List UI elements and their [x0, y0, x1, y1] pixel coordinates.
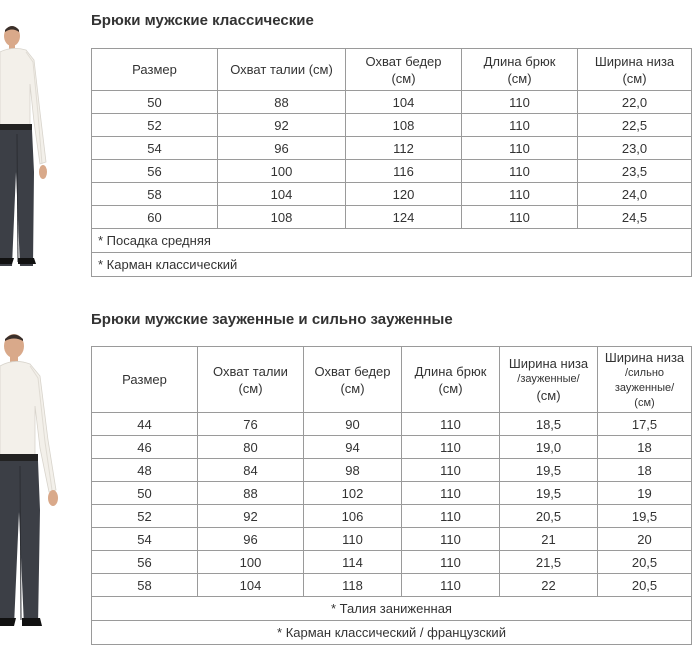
cell-waist: 76: [198, 413, 304, 436]
table-note-row: [92, 253, 692, 277]
cell-hips: 104: [346, 91, 462, 114]
cell-length: 110: [402, 413, 500, 436]
table-note-row: [92, 597, 692, 621]
cell-waist: 108: [218, 206, 346, 229]
cell-length: 110: [462, 114, 578, 137]
header-length-line2: (см): [438, 380, 463, 396]
header-length-line2: (см): [507, 70, 532, 86]
header-size: Размер: [92, 49, 218, 91]
table-row: [92, 459, 692, 482]
cell-size: 54: [92, 137, 218, 160]
cell-bottom-slim: 20,5: [500, 505, 598, 528]
table-row: [92, 551, 692, 574]
cell-length: 110: [402, 574, 500, 597]
cell-bottom-slim: 19,5: [500, 459, 598, 482]
cell-size: 58: [92, 183, 218, 206]
cell-size: 52: [92, 114, 218, 137]
note-pocket: * Карман классический / французский: [92, 621, 692, 645]
cell-length: 110: [462, 160, 578, 183]
table-row: [92, 206, 692, 229]
cell-bottom-very-slim: 20: [598, 528, 692, 551]
table-note-row: [92, 229, 692, 253]
cell-length: 110: [402, 505, 500, 528]
header-length-line1: Длина брюк: [414, 363, 487, 379]
cell-length: 110: [402, 528, 500, 551]
cell-bottom-width: 24,5: [578, 206, 692, 229]
cell-size: 58: [92, 574, 198, 597]
table-title-classic: Брюки мужские классические: [91, 12, 314, 29]
model-photo-classic: [0, 22, 56, 262]
header-hips: [304, 347, 402, 413]
cell-length: 110: [402, 551, 500, 574]
cell-size: 56: [92, 551, 198, 574]
cell-waist: 104: [218, 183, 346, 206]
cell-waist: 80: [198, 436, 304, 459]
cell-hips: 106: [304, 505, 402, 528]
cell-length: 110: [402, 482, 500, 505]
cell-hips: 94: [304, 436, 402, 459]
cell-bottom-slim: 18,5: [500, 413, 598, 436]
cell-bottom-slim: 21: [500, 528, 598, 551]
header-bottom-slim-line2: /зауженные/: [517, 373, 580, 385]
cell-size: 60: [92, 206, 218, 229]
cell-size: 56: [92, 160, 218, 183]
cell-bottom-very-slim: 17,5: [598, 413, 692, 436]
cell-length: 110: [462, 91, 578, 114]
table-header-row: [92, 347, 692, 413]
cell-hips: 98: [304, 459, 402, 482]
cell-length: 110: [462, 137, 578, 160]
table-row: [92, 91, 692, 114]
cell-hips: 120: [346, 183, 462, 206]
cell-size: 52: [92, 505, 198, 528]
cell-waist: 88: [218, 91, 346, 114]
cell-waist: 92: [218, 114, 346, 137]
cell-length: 110: [462, 206, 578, 229]
cell-length: 110: [402, 436, 500, 459]
cell-bottom-very-slim: 19: [598, 482, 692, 505]
cell-waist: 100: [218, 160, 346, 183]
table-row: [92, 436, 692, 459]
size-table-classic: [91, 48, 692, 277]
cell-hips: 90: [304, 413, 402, 436]
header-hips-line1: Охват бедер: [314, 363, 391, 379]
cell-bottom-width: 22,0: [578, 91, 692, 114]
note-fit: * Посадка средняя: [92, 229, 692, 253]
header-waist: Охват талии (см): [218, 49, 346, 91]
header-hips-line2: (см): [391, 70, 416, 86]
cell-hips: 110: [304, 528, 402, 551]
cell-size: 54: [92, 528, 198, 551]
cell-bottom-very-slim: 19,5: [598, 505, 692, 528]
header-bottom-very-line4: (см): [634, 396, 655, 409]
cell-hips: 116: [346, 160, 462, 183]
table-row: [92, 574, 692, 597]
cell-bottom-very-slim: 20,5: [598, 574, 692, 597]
table-title-slim: Брюки мужские зауженные и сильно зауженные: [91, 311, 453, 328]
cell-waist: 84: [198, 459, 304, 482]
cell-waist: 92: [198, 505, 304, 528]
cell-bottom-slim: 21,5: [500, 551, 598, 574]
header-length-line1: Длина брюк: [483, 53, 556, 69]
header-bottom-width-very-slim: [598, 347, 692, 413]
cell-hips: 112: [346, 137, 462, 160]
cell-hips: 102: [304, 482, 402, 505]
cell-bottom-very-slim: 18: [598, 459, 692, 482]
cell-size: 44: [92, 413, 198, 436]
cell-bottom-slim: 19,5: [500, 482, 598, 505]
table-row: [92, 528, 692, 551]
header-length: [402, 347, 500, 413]
cell-size: 48: [92, 459, 198, 482]
header-hips-line2: (см): [340, 380, 365, 396]
cell-length: 110: [402, 459, 500, 482]
table-row: [92, 413, 692, 436]
cell-bottom-slim: 22: [500, 574, 598, 597]
cell-hips: 118: [304, 574, 402, 597]
header-length: [462, 49, 578, 91]
header-waist-line1: Охват талии: [213, 363, 288, 379]
cell-waist: 104: [198, 574, 304, 597]
cell-bottom-width: 23,5: [578, 160, 692, 183]
cell-waist: 96: [218, 137, 346, 160]
table-row: [92, 114, 692, 137]
header-bottom-very-line3: зауженные/: [614, 381, 675, 394]
header-bottom-slim-line3: (см): [536, 388, 561, 403]
cell-size: 50: [92, 482, 198, 505]
table-row: [92, 482, 692, 505]
header-bottom-width-slim: [500, 347, 598, 413]
cell-hips: 108: [346, 114, 462, 137]
cell-bottom-very-slim: 20,5: [598, 551, 692, 574]
header-waist-line2: (см): [238, 380, 263, 396]
table-row: [92, 137, 692, 160]
model-photo-slim: [0, 330, 66, 630]
table-row: [92, 505, 692, 528]
note-pocket: * Карман классический: [92, 253, 692, 277]
cell-hips: 124: [346, 206, 462, 229]
cell-hips: 114: [304, 551, 402, 574]
header-bottom-width: [578, 49, 692, 91]
cell-bottom-width: 22,5: [578, 114, 692, 137]
note-waist: * Талия заниженная: [92, 597, 692, 621]
header-bottom-slim-line1: Ширина низа: [508, 356, 589, 371]
size-table-slim: [91, 346, 692, 645]
table-header-row: [92, 49, 692, 91]
header-bottom-line2: (см): [622, 70, 647, 86]
cell-waist: 88: [198, 482, 304, 505]
header-hips-line1: Охват бедер: [365, 53, 442, 69]
header-size: Размер: [92, 347, 198, 413]
header-bottom-very-line1: Ширина низа: [604, 349, 685, 365]
cell-bottom-width: 24,0: [578, 183, 692, 206]
cell-waist: 96: [198, 528, 304, 551]
cell-waist: 100: [198, 551, 304, 574]
table-row: [92, 183, 692, 206]
header-bottom-line1: Ширина низа: [594, 53, 675, 69]
header-hips: [346, 49, 462, 91]
cell-size: 50: [92, 91, 218, 114]
table-note-row: [92, 621, 692, 645]
table-row: [92, 160, 692, 183]
header-waist: [198, 347, 304, 413]
cell-length: 110: [462, 183, 578, 206]
cell-bottom-very-slim: 18: [598, 436, 692, 459]
cell-bottom-slim: 19,0: [500, 436, 598, 459]
cell-size: 46: [92, 436, 198, 459]
header-bottom-very-line2: /сильно: [624, 366, 665, 379]
cell-bottom-width: 23,0: [578, 137, 692, 160]
